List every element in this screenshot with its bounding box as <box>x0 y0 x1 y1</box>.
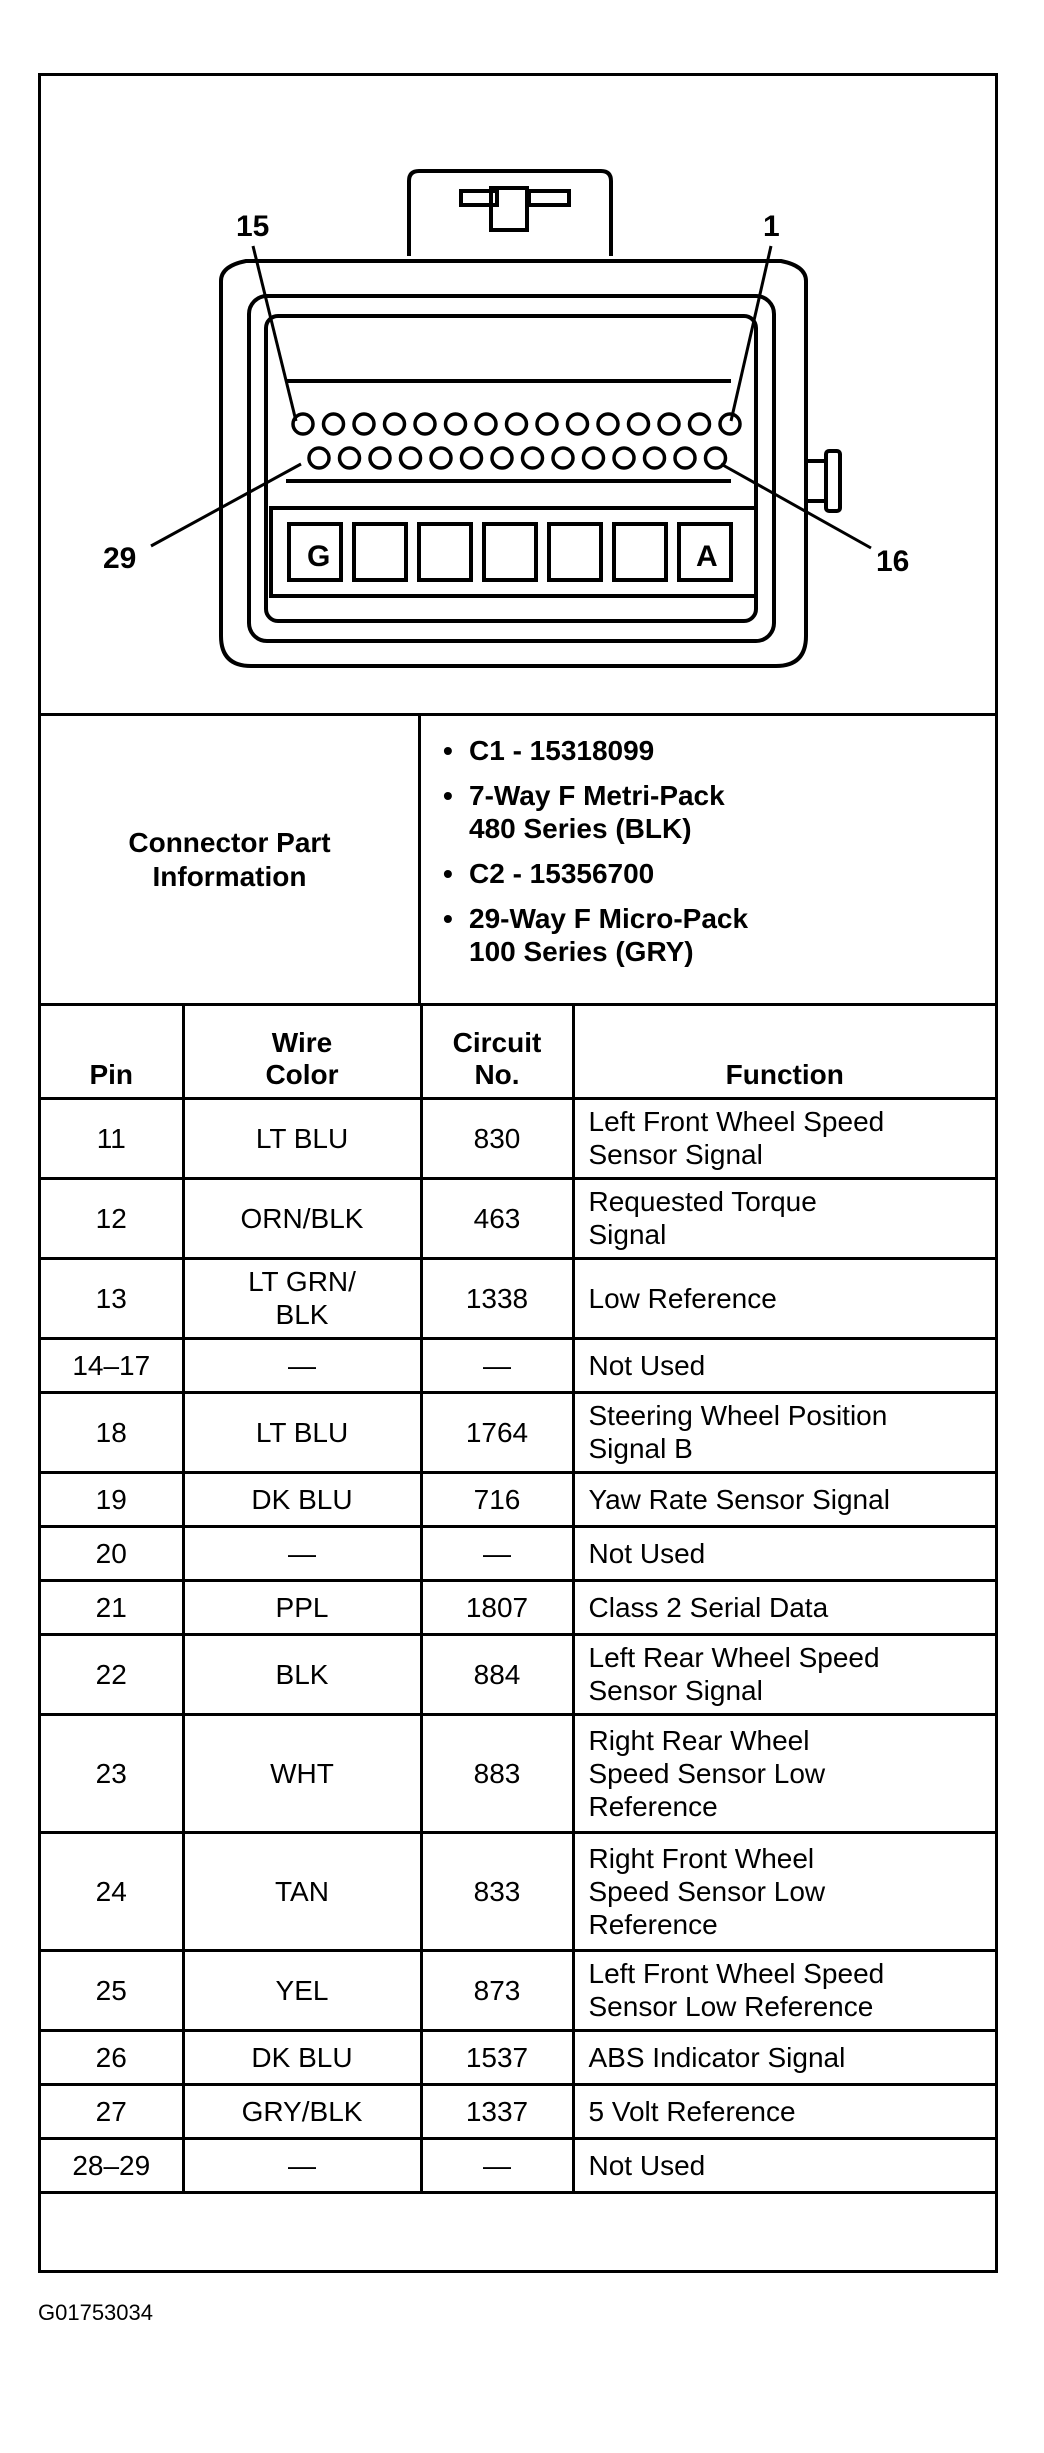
table-row <box>41 1526 995 1580</box>
large-cavity-3 <box>419 524 471 580</box>
pin-cavity-3 <box>659 414 679 434</box>
table-row <box>41 1634 995 1714</box>
pin-cavity-13 <box>354 414 374 434</box>
cell-circuit-no: — <box>421 2138 573 2192</box>
part-info-item-line2: 480 Series (BLK) <box>469 813 692 844</box>
pin-cavity-6 <box>568 414 588 434</box>
cell-wire-color <box>183 1472 421 1526</box>
pin-cavity-21 <box>553 448 573 468</box>
function-line: Sensor Signal <box>588 1675 763 1706</box>
cell-function <box>573 1714 995 1832</box>
wire-color-line: — <box>288 1349 316 1381</box>
wire-color-line: ORN/BLK <box>240 1202 364 1234</box>
wire-color-line: GRY/BLK <box>241 2095 363 2127</box>
pin-cavity-12 <box>385 414 405 434</box>
wire-color-line: LT GRN/ <box>248 1266 356 1297</box>
pin-cavity-14 <box>324 414 344 434</box>
cell-circuit-no: 1338 <box>421 1258 573 1338</box>
pin-cavity-24 <box>462 448 482 468</box>
wire-color-line: TAN <box>275 1875 329 1907</box>
function-line: Class 2 Serial Data <box>588 1591 829 1623</box>
cell-circuit-no: 884 <box>421 1634 573 1714</box>
cell-function <box>573 1526 995 1580</box>
pin-cavity-8 <box>507 414 527 434</box>
function-line: Right Rear Wheel <box>588 1724 810 1756</box>
cell-pin: 13 <box>41 1258 183 1338</box>
header-wire-line1: Wire <box>271 1026 333 1058</box>
cell-pin: 12 <box>41 1178 183 1258</box>
connector-face-drawing <box>41 76 995 713</box>
pin-label-29: 29 <box>103 542 137 575</box>
table-row <box>41 1472 995 1526</box>
cell-pin: 23 <box>41 1714 183 1832</box>
function-line: Left Front Wheel Speed <box>588 1958 885 1989</box>
cell-function <box>573 1472 995 1526</box>
cell-function <box>573 1392 995 1472</box>
large-cavity-4 <box>484 524 536 580</box>
cell-pin: 22 <box>41 1634 183 1714</box>
leader-line-15 <box>253 246 296 421</box>
cell-circuit-no: 1537 <box>421 2030 573 2084</box>
part-info-item-line1: • C1 - 15318099 <box>469 735 655 766</box>
part-info-item-line2: 100 Series (GRY) <box>469 936 694 967</box>
table-row <box>41 1338 995 1392</box>
cell-circuit-no: 1807 <box>421 1580 573 1634</box>
pin-cavity-1 <box>720 414 740 434</box>
function-line: Low Reference <box>588 1282 777 1314</box>
pin-cavity-25 <box>431 448 451 468</box>
part-info-item-line1: • C2 - 15356700 <box>469 858 655 889</box>
latch-slot-right <box>529 191 569 205</box>
cell-function <box>573 1580 995 1634</box>
cell-pin: 19 <box>41 1472 183 1526</box>
function-line: Signal B <box>588 1433 693 1464</box>
table-row <box>41 2030 995 2084</box>
cell-wire-color <box>183 1338 421 1392</box>
pin-cavity-9 <box>476 414 496 434</box>
table-row <box>41 1178 995 1258</box>
function-line: Left Front Wheel Speed <box>588 1106 885 1137</box>
pin-label-15: 15 <box>236 210 270 243</box>
function-line: Requested Torque <box>588 1186 817 1217</box>
part-info-item-line1: • 29-Way F Micro-Pack <box>469 903 749 934</box>
cell-wire-color <box>183 1392 421 1472</box>
function-line: Signal <box>588 1219 667 1250</box>
pin-cavity-7 <box>537 414 557 434</box>
table-row <box>41 1832 995 1950</box>
part-info-item <box>443 857 995 890</box>
wire-color-line: YEL <box>275 1974 329 2006</box>
part-info-item-line1: • 7-Way F Metri-Pack <box>469 780 725 811</box>
cell-function <box>573 1634 995 1714</box>
cell-pin: 11 <box>41 1098 183 1178</box>
pin-cavity-4 <box>629 414 649 434</box>
cavity-label-g: G <box>307 540 331 573</box>
function-line: Left Rear Wheel Speed <box>588 1642 880 1673</box>
pin-cavity-20 <box>584 448 604 468</box>
wire-color-line: — <box>288 2149 316 2181</box>
part-info-item <box>443 734 995 767</box>
cell-pin: 21 <box>41 1580 183 1634</box>
pin-cavity-27 <box>370 448 390 468</box>
wire-color-line: — <box>288 1537 316 1569</box>
cell-pin: 28–29 <box>41 2138 183 2192</box>
large-cavity-5 <box>549 524 601 580</box>
cell-pin: 24 <box>41 1832 183 1950</box>
cell-circuit-no: 873 <box>421 1950 573 2030</box>
header-pin: Pin <box>41 1006 183 1098</box>
cell-pin: 27 <box>41 2084 183 2138</box>
cell-function <box>573 1258 995 1338</box>
pin-cavity-28 <box>340 448 360 468</box>
leader-line-1 <box>731 246 771 421</box>
pin-label-16: 16 <box>876 545 910 578</box>
leader-line-29 <box>151 464 301 546</box>
function-line: Right Front Wheel <box>588 1842 815 1874</box>
cell-wire-color <box>183 2138 421 2192</box>
cell-function <box>573 2084 995 2138</box>
part-info-label-line2: Information <box>152 860 307 892</box>
cell-pin: 20 <box>41 1526 183 1580</box>
function-line: Sensor Low Reference <box>588 1991 874 2022</box>
cell-wire-color <box>183 2030 421 2084</box>
header-circuit-line2: No. <box>474 1058 520 1090</box>
table-row <box>41 2138 995 2192</box>
cell-pin: 18 <box>41 1392 183 1472</box>
wire-color-line: DK BLU <box>251 1483 353 1515</box>
table-row <box>41 2084 995 2138</box>
wire-color-line: LT BLU <box>255 1416 349 1448</box>
side-tab-knob <box>826 451 840 511</box>
function-line: Yaw Rate Sensor Signal <box>588 1483 890 1515</box>
cell-wire-color <box>183 1714 421 1832</box>
cell-function <box>573 1950 995 2030</box>
connector-diagram <box>41 76 995 716</box>
pin-cavity-23 <box>492 448 512 468</box>
wire-color-line: BLK <box>275 1299 329 1330</box>
cell-pin: 26 <box>41 2030 183 2084</box>
cell-function <box>573 1178 995 1258</box>
header-circuit-no <box>421 1006 573 1098</box>
wire-color-line: PPL <box>275 1591 329 1623</box>
cell-function <box>573 1338 995 1392</box>
cavity-label-a: A <box>696 540 718 573</box>
cell-circuit-no: 883 <box>421 1714 573 1832</box>
function-line: Speed Sensor Low <box>588 1757 826 1789</box>
header-function: Function <box>573 1006 995 1098</box>
cavity-row <box>271 508 756 596</box>
table-row <box>41 1098 995 1178</box>
large-cavity-6 <box>614 524 666 580</box>
function-line: Reference <box>588 1790 718 1822</box>
function-line: Steering Wheel Position <box>588 1400 888 1431</box>
pin-cavity-19 <box>614 448 634 468</box>
cell-circuit-no: 833 <box>421 1832 573 1950</box>
pin-cavity-17 <box>675 448 695 468</box>
wire-color-line: DK BLU <box>251 2041 353 2073</box>
function-line: Not Used <box>588 1349 706 1381</box>
cell-wire-color <box>183 1098 421 1178</box>
pin-label-1: 1 <box>763 210 780 243</box>
function-line: 5 Volt Reference <box>588 2095 796 2127</box>
wire-color-line: WHT <box>270 1757 334 1789</box>
pinout-table <box>41 1006 995 2194</box>
table-header-row <box>41 1006 995 1098</box>
cell-circuit-no: 463 <box>421 1178 573 1258</box>
side-tab <box>806 461 826 501</box>
cell-wire-color <box>183 1178 421 1258</box>
pin-cavity-26 <box>401 448 421 468</box>
cell-wire-color <box>183 1634 421 1714</box>
part-info-item <box>443 779 995 845</box>
pin-cavity-29 <box>309 448 329 468</box>
pin-cavity-10 <box>446 414 466 434</box>
cell-pin: 14–17 <box>41 1338 183 1392</box>
table-row <box>41 1580 995 1634</box>
cell-wire-color <box>183 1258 421 1338</box>
cell-wire-color <box>183 1950 421 2030</box>
part-info-label <box>41 716 421 1003</box>
cell-circuit-no: — <box>421 1338 573 1392</box>
function-line: Reference <box>588 1908 718 1940</box>
pin-cavity-2 <box>690 414 710 434</box>
pin-cavity-18 <box>645 448 665 468</box>
cell-circuit-no: 1764 <box>421 1392 573 1472</box>
cell-circuit-no: 716 <box>421 1472 573 1526</box>
table-row <box>41 1392 995 1472</box>
header-wire-line2: Color <box>265 1058 339 1090</box>
connector-sheet <box>38 73 998 2273</box>
connector-latch <box>409 171 611 256</box>
function-line: Sensor Signal <box>588 1139 763 1170</box>
header-wire-color <box>183 1006 421 1098</box>
function-line: Speed Sensor Low <box>588 1875 826 1907</box>
cell-wire-color <box>183 1580 421 1634</box>
wire-color-line: BLK <box>275 1658 329 1690</box>
cell-pin: 25 <box>41 1950 183 2030</box>
cell-function <box>573 1832 995 1950</box>
cell-function <box>573 2030 995 2084</box>
function-line: Not Used <box>588 2149 706 2181</box>
figure-id: G01753034 <box>38 2300 153 2325</box>
pin-cavity-5 <box>598 414 618 434</box>
function-line: Not Used <box>588 1537 706 1569</box>
pin-cavity-22 <box>523 448 543 468</box>
cell-function <box>573 2138 995 2192</box>
cell-circuit-no: 830 <box>421 1098 573 1178</box>
function-line: ABS Indicator Signal <box>588 2041 846 2073</box>
connector-inner-shroud <box>249 296 774 641</box>
cell-circuit-no: — <box>421 1526 573 1580</box>
cell-wire-color <box>183 2084 421 2138</box>
cell-wire-color <box>183 1832 421 1950</box>
table-row <box>41 1714 995 1832</box>
part-info-list <box>421 716 995 1003</box>
large-cavity-2 <box>354 524 406 580</box>
cell-circuit-no: 1337 <box>421 2084 573 2138</box>
part-info-item <box>443 902 995 968</box>
table-row <box>41 1950 995 2030</box>
cell-function <box>573 1098 995 1178</box>
cell-wire-color <box>183 1526 421 1580</box>
pin-cavity-11 <box>415 414 435 434</box>
connector-part-info <box>41 716 995 1006</box>
part-info-label-line1: Connector Part <box>128 826 331 858</box>
table-row <box>41 1258 995 1338</box>
wire-color-line: LT BLU <box>255 1122 349 1154</box>
header-circuit-line1: Circuit <box>452 1026 542 1058</box>
